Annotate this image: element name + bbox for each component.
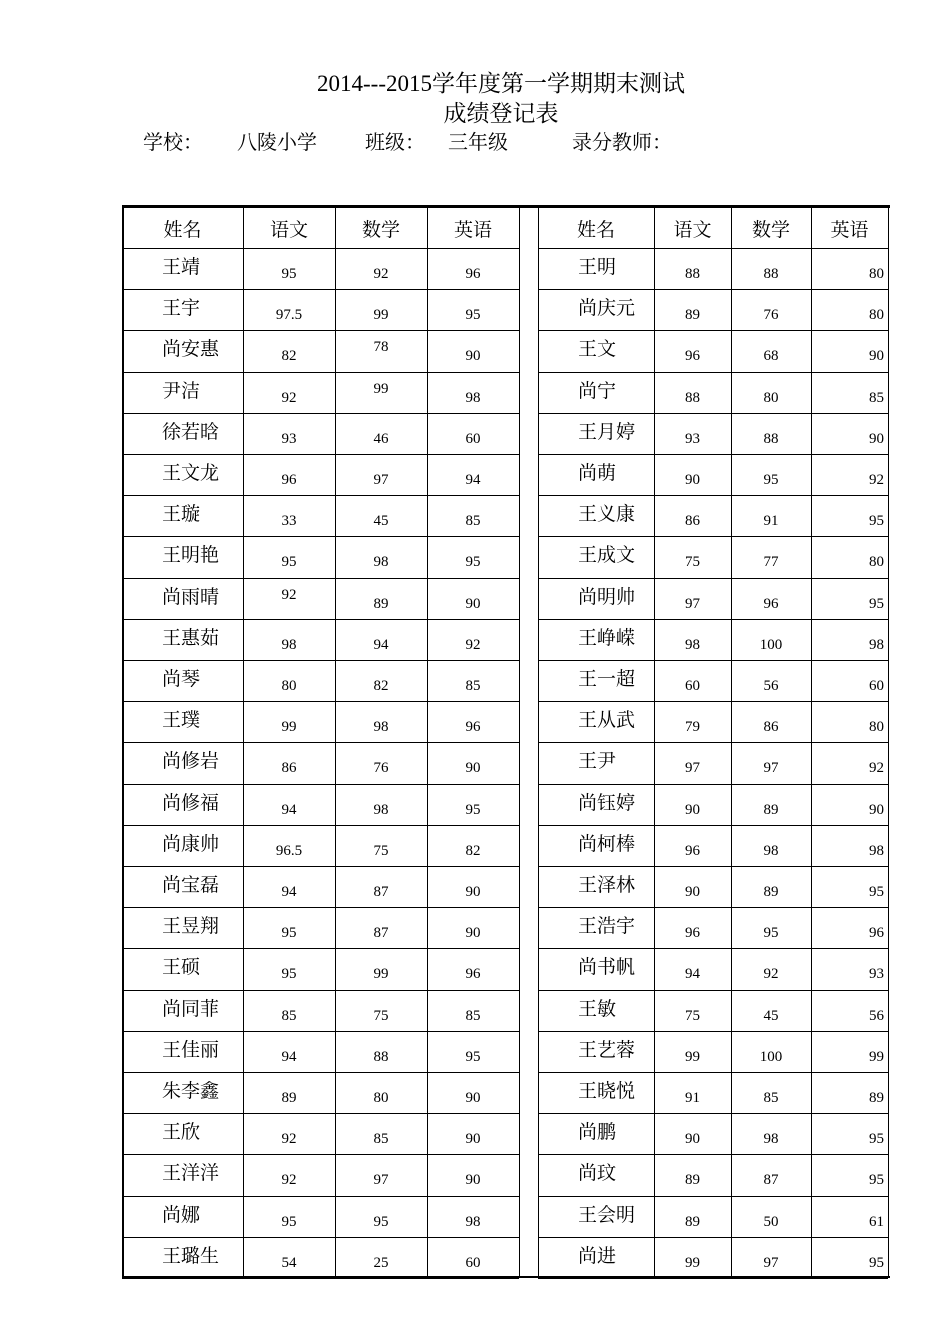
left-chinese-score: 95 <box>281 266 297 282</box>
right-chinese-score: 97 <box>685 596 700 612</box>
right-chinese-score: 90 <box>685 472 700 488</box>
left-chinese-score: 95 <box>281 966 297 982</box>
left-student-name: 王惠茹 <box>162 628 220 649</box>
left-math-score: 97 <box>373 472 389 488</box>
row-divider-right-25 <box>538 1278 888 1279</box>
left-english-score: 90 <box>465 925 481 941</box>
right-math-score: 95 <box>763 472 779 488</box>
left-chinese-score: 92 <box>281 390 297 406</box>
right-student-name: 王敏 <box>578 999 617 1020</box>
left-chinese-score: 85 <box>281 1008 297 1024</box>
right-english-score: 92 <box>869 472 884 488</box>
left-student-name: 尚修岩 <box>162 751 220 772</box>
right-math-score: 97 <box>763 760 779 776</box>
left-math-score: 76 <box>373 760 389 776</box>
right-student-name: 尚玟 <box>578 1163 617 1184</box>
left-chinese-score: 95 <box>281 554 297 570</box>
left-math-score: 98 <box>373 719 389 735</box>
left-math-score: 87 <box>373 884 389 900</box>
right-chinese-score: 75 <box>685 554 700 570</box>
left-chinese-score: 54 <box>281 1255 297 1271</box>
left-english-score: 85 <box>465 1008 481 1024</box>
right-english-score: 60 <box>869 678 884 694</box>
right-student-name: 尚鹏 <box>578 1122 617 1143</box>
left-student-name: 王璇 <box>162 504 201 525</box>
left-math-score: 99 <box>373 307 389 323</box>
left-math-score: 78 <box>373 339 389 355</box>
right-math-score: 100 <box>759 1049 783 1065</box>
right-math-score: 80 <box>763 390 779 406</box>
left-math-score: 85 <box>373 1131 389 1147</box>
right-english-score: 95 <box>869 1131 884 1147</box>
left-student-name: 王佳丽 <box>162 1040 220 1061</box>
left-chinese-score: 96 <box>281 472 297 488</box>
left-english-score: 90 <box>465 348 481 364</box>
right-english-score: 90 <box>869 802 884 818</box>
left-chinese-score: 86 <box>281 760 297 776</box>
left-math-score: 80 <box>373 1090 389 1106</box>
right-student-name: 尚庆元 <box>578 298 636 319</box>
right-english-score: 80 <box>869 554 884 570</box>
right-math-score: 95 <box>763 925 779 941</box>
right-math-score: 56 <box>763 678 779 694</box>
right-english-score: 80 <box>869 719 884 735</box>
right-chinese-score: 79 <box>685 719 700 735</box>
left-english-score: 90 <box>465 1090 481 1106</box>
left-student-name: 尚雨晴 <box>162 587 220 608</box>
right-chinese-score: 99 <box>685 1255 700 1271</box>
right-math-score: 86 <box>763 719 779 735</box>
right-math-score: 98 <box>763 843 779 859</box>
left-english-score: 90 <box>465 884 481 900</box>
right-chinese-score: 89 <box>685 307 700 323</box>
left-math-score: 92 <box>373 266 389 282</box>
left-english-score: 95 <box>465 1049 481 1065</box>
right-math-score: 98 <box>763 1131 779 1147</box>
right-math-score: 91 <box>763 513 779 529</box>
left-math-score: 87 <box>373 925 389 941</box>
right-student-name: 尚进 <box>578 1246 617 1267</box>
left-math-score: 75 <box>373 843 389 859</box>
left-math-score: 46 <box>373 431 389 447</box>
left-english-score: 85 <box>465 513 481 529</box>
left-header-name: 姓名 <box>163 219 202 241</box>
right-math-score: 87 <box>763 1172 779 1188</box>
right-english-score: 95 <box>869 596 884 612</box>
right-english-score: 92 <box>869 760 884 776</box>
left-english-score: 90 <box>465 1172 481 1188</box>
class-value: 三年级 <box>448 132 508 154</box>
right-math-score: 50 <box>763 1214 779 1230</box>
left-student-name: 王璐生 <box>162 1246 220 1267</box>
left-student-name: 徐若晗 <box>162 422 220 443</box>
left-english-score: 60 <box>465 431 481 447</box>
right-english-score: 98 <box>869 637 884 653</box>
right-math-score: 68 <box>763 348 779 364</box>
left-english-score: 60 <box>465 1255 481 1271</box>
right-english-score: 56 <box>869 1008 884 1024</box>
left-chinese-score: 96.5 <box>275 843 303 859</box>
right-chinese-score: 94 <box>685 966 700 982</box>
right-header-math: 数学 <box>751 219 790 241</box>
title-line-2: 成绩登记表 <box>443 101 559 126</box>
school-label: 学校： <box>143 132 203 154</box>
left-student-name: 王靖 <box>162 257 201 278</box>
right-student-name: 王文 <box>578 339 617 360</box>
left-student-name: 王宇 <box>162 298 201 319</box>
left-student-name: 王洋洋 <box>162 1163 220 1184</box>
left-chinese-score: 93 <box>281 431 297 447</box>
left-math-score: 95 <box>373 1214 389 1230</box>
left-english-score: 95 <box>465 554 481 570</box>
left-header-chinese: 语文 <box>269 219 308 241</box>
right-math-score: 96 <box>763 596 779 612</box>
left-student-name: 朱李鑫 <box>162 1081 220 1102</box>
right-header-english: 英语 <box>830 219 869 241</box>
left-english-score: 90 <box>465 1131 481 1147</box>
right-chinese-score: 75 <box>685 1008 700 1024</box>
right-chinese-score: 93 <box>685 431 700 447</box>
left-math-score: 25 <box>373 1255 389 1271</box>
left-student-name: 王欣 <box>162 1122 201 1143</box>
left-chinese-score: 92 <box>281 587 297 603</box>
class-label: 班级： <box>365 132 425 154</box>
right-english-score: 90 <box>869 348 884 364</box>
right-chinese-score: 99 <box>685 1049 700 1065</box>
right-math-score: 88 <box>763 431 779 447</box>
right-student-name: 王浩宇 <box>578 916 636 937</box>
right-student-name: 王明 <box>578 257 617 278</box>
left-chinese-score: 80 <box>281 678 297 694</box>
left-chinese-score: 94 <box>281 1049 297 1065</box>
row-divider-left-25 <box>122 1278 519 1279</box>
right-math-score: 85 <box>763 1090 779 1106</box>
column-divider-8 <box>888 205 889 1278</box>
right-english-score: 95 <box>869 513 884 529</box>
right-student-name: 尚宁 <box>578 381 617 402</box>
left-math-score: 88 <box>373 1049 389 1065</box>
right-math-score: 89 <box>763 884 779 900</box>
left-math-score: 97 <box>373 1172 389 1188</box>
right-student-name: 王晓悦 <box>578 1081 636 1102</box>
school-value: 八陵小学 <box>237 132 317 154</box>
right-chinese-score: 89 <box>685 1214 700 1230</box>
left-student-name: 尹洁 <box>162 381 201 402</box>
right-header-chinese: 语文 <box>673 219 712 241</box>
right-chinese-score: 60 <box>685 678 700 694</box>
score-table <box>122 205 890 1278</box>
left-chinese-score: 97.5 <box>275 307 303 323</box>
left-chinese-score: 98 <box>281 637 297 653</box>
right-chinese-score: 91 <box>685 1090 700 1106</box>
left-student-name: 尚安惠 <box>162 339 220 360</box>
right-chinese-score: 96 <box>685 925 700 941</box>
right-math-score: 45 <box>763 1008 779 1024</box>
left-math-score: 99 <box>373 966 389 982</box>
right-chinese-score: 96 <box>685 348 700 364</box>
left-chinese-score: 99 <box>281 719 297 735</box>
right-english-score: 80 <box>869 266 884 282</box>
right-math-score: 89 <box>763 802 779 818</box>
left-english-score: 95 <box>465 802 481 818</box>
teacher-label: 录分教师： <box>572 132 672 154</box>
left-english-score: 96 <box>465 966 481 982</box>
left-chinese-score: 33 <box>281 513 297 529</box>
right-math-score: 100 <box>759 637 783 653</box>
left-student-name: 尚琴 <box>162 669 201 690</box>
right-english-score: 85 <box>869 390 884 406</box>
left-math-score: 98 <box>373 802 389 818</box>
right-student-name: 王成文 <box>578 545 636 566</box>
right-header-name: 姓名 <box>576 219 615 241</box>
right-english-score: 61 <box>869 1214 884 1230</box>
right-english-score: 96 <box>869 925 884 941</box>
left-chinese-score: 92 <box>281 1131 297 1147</box>
right-chinese-score: 88 <box>685 390 700 406</box>
left-student-name: 王璞 <box>162 710 201 731</box>
right-english-score: 98 <box>869 843 884 859</box>
right-student-name: 尚明帅 <box>578 587 636 608</box>
left-math-score: 94 <box>373 637 389 653</box>
right-chinese-score: 90 <box>685 1131 700 1147</box>
right-student-name: 王月婷 <box>578 422 636 443</box>
right-student-name: 王义康 <box>578 504 636 525</box>
right-student-name: 尚钰婷 <box>578 793 636 814</box>
left-student-name: 王硕 <box>162 957 201 978</box>
left-english-score: 82 <box>465 843 481 859</box>
right-math-score: 97 <box>763 1255 779 1271</box>
left-math-score: 45 <box>373 513 389 529</box>
left-chinese-score: 89 <box>281 1090 297 1106</box>
right-english-score: 95 <box>869 884 884 900</box>
right-student-name: 王艺蓉 <box>578 1040 636 1061</box>
title-line-1: 2014---2015学年度第一学期期末测试 <box>317 71 685 96</box>
left-english-score: 95 <box>465 307 481 323</box>
right-chinese-score: 86 <box>685 513 700 529</box>
left-english-score: 90 <box>465 760 481 776</box>
left-english-score: 98 <box>465 390 481 406</box>
right-english-score: 95 <box>869 1172 884 1188</box>
right-student-name: 王尹 <box>578 751 617 772</box>
left-english-score: 85 <box>465 678 481 694</box>
left-chinese-score: 82 <box>281 348 297 364</box>
right-student-name: 王泽林 <box>578 875 636 896</box>
right-english-score: 89 <box>869 1090 884 1106</box>
left-math-score: 89 <box>373 596 389 612</box>
right-english-score: 80 <box>869 307 884 323</box>
left-chinese-score: 95 <box>281 925 297 941</box>
right-student-name: 尚萌 <box>578 463 617 484</box>
left-header-math: 数学 <box>361 219 400 241</box>
right-english-score: 90 <box>869 431 884 447</box>
left-chinese-score: 95 <box>281 1214 297 1230</box>
left-chinese-score: 92 <box>281 1172 297 1188</box>
left-student-name: 王昱翔 <box>162 916 220 937</box>
left-student-name: 尚宝磊 <box>162 875 220 896</box>
right-student-name: 王会明 <box>578 1205 636 1226</box>
right-chinese-score: 90 <box>685 802 700 818</box>
right-student-name: 尚柯棒 <box>578 834 636 855</box>
left-english-score: 96 <box>465 266 481 282</box>
right-student-name: 尚书帆 <box>578 957 636 978</box>
left-english-score: 94 <box>465 472 481 488</box>
left-student-name: 尚同菲 <box>162 999 220 1020</box>
right-english-score: 93 <box>869 966 884 982</box>
left-english-score: 96 <box>465 719 481 735</box>
left-math-score: 98 <box>373 554 389 570</box>
left-chinese-score: 94 <box>281 884 297 900</box>
column-divider-3 <box>519 205 520 1278</box>
right-chinese-score: 88 <box>685 266 700 282</box>
right-chinese-score: 89 <box>685 1172 700 1188</box>
left-math-score: 99 <box>373 381 389 397</box>
left-chinese-score: 94 <box>281 802 297 818</box>
left-english-score: 90 <box>465 596 481 612</box>
right-student-name: 王从武 <box>578 710 636 731</box>
left-student-name: 尚娜 <box>162 1205 201 1226</box>
right-chinese-score: 96 <box>685 843 700 859</box>
right-math-score: 92 <box>763 966 779 982</box>
left-math-score: 82 <box>373 678 389 694</box>
right-english-score: 99 <box>869 1049 884 1065</box>
left-english-score: 98 <box>465 1214 481 1230</box>
left-student-name: 王文龙 <box>162 463 220 484</box>
left-header-english: 英语 <box>453 219 492 241</box>
right-student-name: 王峥嵘 <box>578 628 636 649</box>
right-math-score: 88 <box>763 266 779 282</box>
left-student-name: 王明艳 <box>162 545 220 566</box>
right-chinese-score: 98 <box>685 637 700 653</box>
right-chinese-score: 90 <box>685 884 700 900</box>
right-chinese-score: 97 <box>685 760 700 776</box>
right-math-score: 77 <box>763 554 779 570</box>
right-english-score: 95 <box>869 1255 884 1271</box>
right-student-name: 王一超 <box>578 669 636 690</box>
left-student-name: 尚修福 <box>162 793 220 814</box>
left-english-score: 92 <box>465 637 481 653</box>
left-math-score: 75 <box>373 1008 389 1024</box>
left-student-name: 尚康帅 <box>162 834 220 855</box>
right-math-score: 76 <box>763 307 779 323</box>
